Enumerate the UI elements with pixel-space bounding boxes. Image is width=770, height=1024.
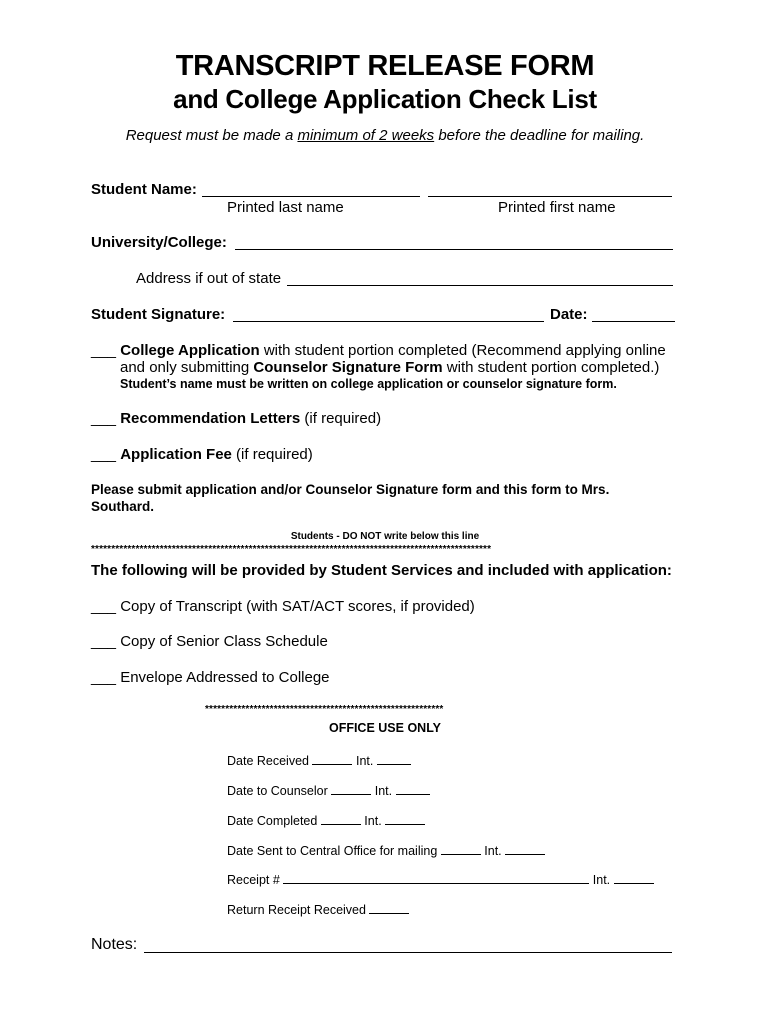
college-application-line2: and only submitting Counselor Signature Form with student portion completed.) bbox=[120, 359, 660, 376]
date-completed-field[interactable] bbox=[321, 824, 361, 825]
service-item-transcript: ___ Copy of Transcript (with SAT/ACT scores, if provided) bbox=[91, 598, 475, 615]
envelope-checkbox[interactable]: ___ bbox=[91, 669, 117, 686]
receipt-row: Receipt # Int. bbox=[227, 873, 654, 887]
receipt-field[interactable] bbox=[283, 883, 589, 884]
application-fee-checkbox[interactable]: ___ bbox=[91, 446, 117, 463]
office-stars: *********************************************************** bbox=[205, 704, 444, 715]
return-receipt-row: Return Receipt Received bbox=[227, 903, 409, 917]
service-item-schedule: ___ Copy of Senior Class Schedule bbox=[91, 633, 328, 650]
submit-instruction-line2: Southard. bbox=[91, 499, 154, 514]
office-use-heading: OFFICE USE ONLY bbox=[328, 721, 442, 735]
signature-label: Student Signature: bbox=[91, 306, 226, 323]
submit-instruction-line1: Please submit application and/or Counselor Signature form and this form to Mrs. bbox=[91, 482, 610, 497]
date-sent-field[interactable] bbox=[441, 854, 481, 855]
recommendation-item: ___ Recommendation Letters (if required) bbox=[91, 410, 382, 427]
receipt-initials[interactable] bbox=[614, 883, 654, 884]
do-not-write-notice: Students - DO NOT write below this line bbox=[290, 531, 480, 542]
address-label: Address if out of state bbox=[136, 270, 282, 287]
last-name-field[interactable] bbox=[202, 196, 420, 197]
address-field[interactable] bbox=[287, 285, 673, 286]
notes-field[interactable] bbox=[144, 952, 672, 953]
college-application-note: Student’s name must be written on college application or counselor signature form. bbox=[120, 377, 617, 391]
recommendation-checkbox[interactable]: ___ bbox=[91, 410, 117, 427]
date-received-initials[interactable] bbox=[377, 764, 411, 765]
divider-stars: *************************************************************************************************** bbox=[91, 544, 492, 555]
college-application-item: ___ College Application with student portion completed (Recommend applying online bbox=[91, 342, 666, 359]
date-to-counselor-field[interactable] bbox=[331, 794, 371, 795]
university-label: University/College: bbox=[91, 234, 227, 251]
date-to-counselor-row: Date to Counselor Int. bbox=[227, 784, 430, 798]
date-sent-row: Date Sent to Central Office for mailing Int. bbox=[227, 844, 545, 858]
services-heading: The following will be provided by Student Services and included with application: bbox=[91, 562, 672, 579]
date-received-row: Date Received Int. bbox=[227, 754, 411, 768]
service-item-envelope: ___ Envelope Addressed to College bbox=[91, 669, 330, 686]
university-field[interactable] bbox=[235, 249, 673, 250]
date-completed-row: Date Completed Int. bbox=[227, 814, 425, 828]
date-field[interactable] bbox=[592, 321, 675, 322]
signature-field[interactable] bbox=[233, 321, 544, 322]
date-to-counselor-initials[interactable] bbox=[396, 794, 430, 795]
transcript-checkbox[interactable]: ___ bbox=[91, 598, 117, 615]
first-name-field[interactable] bbox=[428, 196, 672, 197]
last-name-caption: Printed last name bbox=[227, 199, 344, 216]
schedule-checkbox[interactable]: ___ bbox=[91, 633, 117, 650]
date-received-field[interactable] bbox=[312, 764, 352, 765]
form-title: TRANSCRIPT RELEASE FORM bbox=[175, 50, 595, 82]
date-sent-initials[interactable] bbox=[505, 854, 545, 855]
college-application-checkbox[interactable]: ___ bbox=[91, 342, 117, 359]
date-completed-initials[interactable] bbox=[385, 824, 425, 825]
date-label: Date: bbox=[550, 306, 588, 323]
first-name-caption: Printed first name bbox=[498, 199, 616, 216]
deadline-emphasis: minimum of 2 weeks bbox=[297, 127, 435, 144]
form-subtitle: and College Application Check List bbox=[173, 84, 597, 114]
notes-label: Notes: bbox=[91, 936, 138, 953]
deadline-note: Request must be made a minimum of 2 weeks before the deadline for mailing. bbox=[125, 127, 645, 144]
student-name-label: Student Name: bbox=[91, 181, 197, 198]
application-fee-item: ___ Application Fee (if required) bbox=[91, 446, 313, 463]
return-receipt-field[interactable] bbox=[369, 913, 409, 914]
